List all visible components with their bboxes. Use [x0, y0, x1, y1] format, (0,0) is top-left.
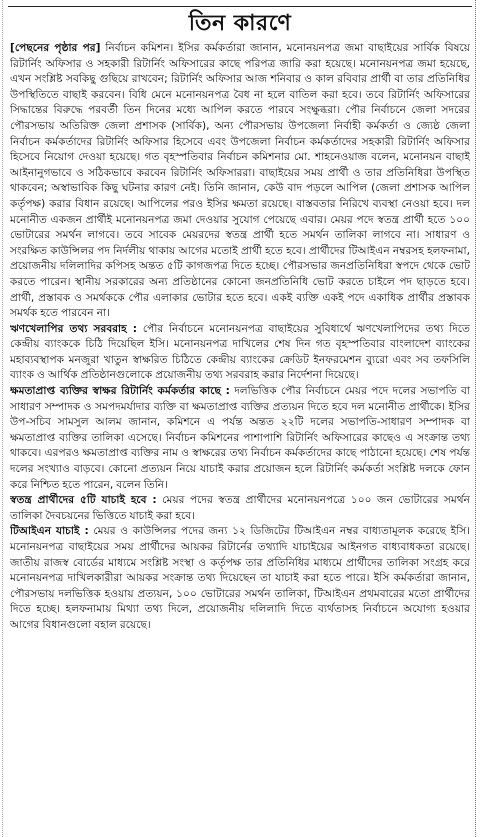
- top-rule: [8, 6, 472, 7]
- paragraph-tin-verification: [10, 524, 470, 633]
- paragraph-text: দলভিত্তিক পৌর নির্বাচনে মেয়র পদে দলের সভাপতি বা সাধারণ সম্পাদক ও সমপদমর্যাদার ব্যক্তি বা ক্ষমতাপ্রাপ্ত ব্যক্তির প্রত্যয়ন দিতে হবে দল মনোনীত প্রার্থীকে। ইসির উপ-সচিব সামসুল আলম জানান, কমিশনে এ পর্যন্ত অন্তত ২২টি দলের সভাপতি-সাধারণ সম্পাদক বা ক্ষমতাপ্রাপ্ত ব্যক্তির তালিকা এসেছে। নির্বাচন কমিশনের পাশাপাশি রিটার্নিং অফিসারের কাছেও এ সংক্রান্ত তথ্য থাকবে। এরপরও ক্ষমতাপ্রাপ্ত ব্যক্তির নাম ও স্বাক্ষরের তথ্য নির্বাচন কর্মকর্তাদের কাছে পাঠানো হয়েছে। শেষ পর্যন্ত দলের সংখ্যাও বাড়বে। কোনো প্রত্যয়ন নিয়ে যাচাই করার প্রয়োজন হলে রিটার্নিং কর্মকর্তা সংশ্লিষ্ট দলকে ফোন করে নিশ্চিত হতে পারেন, বলেন তিনি।: [10, 385, 470, 491]
- right-column-rule: [474, 0, 476, 837]
- paragraph-authorized-signature: [10, 384, 470, 493]
- paragraph-subhead: টিআইএন যাচাই :: [10, 525, 89, 538]
- paragraph-subhead: স্বতন্ত্র প্রার্থীদের ৫টি যাচাই হবে :: [10, 494, 157, 507]
- paragraph-loan-defaulter: [10, 322, 470, 384]
- paragraph-text: মেয়র পদের স্বতন্ত্র প্রার্থীদের মনোনয়নপত্রে ১০০ জন ভোটারের সমর্থন তালিকা দৈবচয়নের ভিত্তিতে যাচাই করা হবে।: [10, 494, 470, 522]
- paragraph-text: পৌর নির্বাচনে মনোনয়নপত্র বাছাইয়ের সুবিধার্থে ঋণখেলাপিদের তথ্য দিতে কেন্দ্রীয় ব্যাংককে চিঠি দিয়েছিল ইসি। মনোনয়নপত্র দাখিলের শেষ দিন গত বৃহস্পতিবার বাংলাদেশ ব্যাংকের মহাব্যবস্থাপক মনজুরা খাতুন স্বাক্ষরিত চিঠিতে কেন্দ্রীয় ব্যাংকের ক্রেডিট ইনফরমেশন ব্যুরো এবং সব তফসিলি ব্যাংক ও আর্থিক প্রতিষ্ঠানগুলোকে প্রয়োজনীয় তথ্য সরবরাহ করার নির্দেশনা দিয়েছে।: [10, 322, 470, 382]
- article-body: [10, 41, 470, 833]
- paragraph-text: নির্বাচন কমিশন। ইসির কর্মকর্তারা জানান, মনোনয়নপত্র জমা বাছাইয়ের সার্বিক বিষয়ে রিটার্নিং অফিসার ও সহকারী রিটার্নিং অফিসারের কাছে পরিপত্র জারি করা হয়েছে। মনোনয়নপত্র জমা হয়েছে, এখন সংশ্লিষ্ট সবকিছু গুছিয়ে রাখবেন; রিটার্নিং অফিসার আজ শনিবার ও কাল রবিবার প্রার্থী বা তার প্রতিনিধির উপস্থিতিতে বাছাই করবেন। বিধি মেনে মনোনয়নপত্র বৈধ না হলে বাতিল করা হবে। তবে রিটার্নিং অফিসারের সিদ্ধান্তের বিরুদ্ধে পরবর্তী তিন দিনের মধ্যে আপিল করতে পারবে সংক্ষুব্ধরা। পৌর নির্বাচনে জেলা সদরের পৌরসভায় অতিরিক্ত জেলা প্রশাসক (সার্বিক), অন্য পৌরসভায় উপজেলা নির্বাহী কর্মকর্তা ও জ্যেষ্ঠ জেলা নির্বাচন কর্মকর্তাদের রিটার্নিং অফিসার হিসেবে এবং উপজেলা নির্বাচন কর্মকর্তাদের সহকারী রিটার্নিং অফিসার হিসেবে নিয়োগ দেওয়া হয়েছে। গত বৃহস্পতিবার নির্বাচন কমিশনার মো. শাহনেওয়াজ বলেন, মনোনয়ন বাছাই আইনানুগভাবে ও সঠিকভাবে করবেন রিটার্নিং অফিসাররা। বাছাইয়ের সময় প্রার্থী ও তার প্রতিনিধিরা উপস্থিত থাকবেন; অস্বাভাবিক কিছু ঘটনার কারণ নেই। তিনি জানান, কেউ বাদ পড়লে আপিল (জেলা প্রশাসক আপিল কর্তৃপক্ষ) করার বিধান রয়েছে। আপিলের পরও ইসির ক্ষমতা রয়েছে। বাস্তবতার নিরিখে ব্যবস্থা নেওয়া হবে। দল মনোনীত একজন প্রার্থীই মনোনয়নপত্র জমা দেওয়ার সুযোগ পেয়েছে এবার। মেয়র পদে স্বতন্ত্র প্রার্থী হতে ১০০ ভোটারের সমর্থন লাগবে। তবে সাবেক মেয়রদের স্বতন্ত্র প্রার্থী হতে সমর্থন তালিকা লাগবে না। সাধারণ ও সংরক্ষিত কাউন্সিলর পদ নির্দলীয় থাকায় আগের মতোই প্রার্থী হতে হবে। প্রার্থীদের টিআইএন নম্বরসহ হলফনামা, প্রয়োজনীয় দলিলাদির কপিসহ অন্তত ৫টি কাগজপত্র দিতে হচ্ছে। পৌরসভার জনপ্রতিনিধিরা স্বপদে থেকে ভোট করতে পারেন। স্থানীয় সরকারের অন্য প্রতিষ্ঠানের কোনো জনপ্রতিনিধি ভোট করতে চাইলে পদ ছাড়তে হবে। প্রার্থী, প্রস্তাবক ও সমর্থককে পৌর এলাকার ভোটার হতে হবে। একই ব্যক্তি একই পদে একাধিক প্রার্থীর প্রস্তাবক সমর্থক হতে পারবেন না।: [10, 42, 470, 320]
- paragraph-subhead: ঋণখেলাপির তথ্য সরবরাহ :: [10, 322, 138, 335]
- paragraph-kicker: [পেছনের পৃষ্ঠার পর]: [10, 42, 101, 54]
- paragraph-subhead: ক্ষমতাপ্রাপ্ত ব্যক্তির স্বাক্ষর রিটার্নিং কর্মকর্তার কাছে :: [10, 385, 230, 398]
- paragraph-independent-candidates: [10, 493, 470, 524]
- paragraph-text: মেয়র ও কাউন্সিলর পদের জন্য ১২ ডিজিটের টিআইএন নম্বর বাধ্যতামূলক করেছে ইসি। মনোনয়নপত্র বাছাইয়ের সময় প্রার্থীদের আয়কর রিটার্নের তথ্যাদি যাচাইয়ের আইনগত বাধ্যবাধকতা রয়েছে। জাতীয় রাজস্ব বোর্ডের মাধ্যমে সংশ্লিষ্ট সংস্থা ও কর্তৃপক্ষ তার প্রতিনিধির মাধ্যমে প্রার্থীদের তালিকা সংগ্রহ করে মনোনয়নপত্র দাখিলকারীরা আয়কর সংক্রান্ত তথ্য দিয়েছেন তা যাচাই করা হতে পারে। ইসি কর্মকর্তারা জানান, পৌরসভায় দলভিত্তিক হওয়ায় প্রত্যয়ন, ১০০ ভোটারের সমর্থন তালিকা, টিআইএন প্রথমবারের মতো প্রার্থীদের দিতে হচ্ছে। হলফনামায় মিথ্যা তথ্য দিলে, প্রয়োজনীয় দলিলাদি দিতে ব্যর্থতাসহ নির্বাচনে অযোগ্য হওয়ার আগের বিধানগুলো বহাল রয়েছে।: [10, 525, 470, 631]
- paragraph-continuation: [10, 41, 470, 322]
- left-column-rule: [2, 0, 4, 837]
- headline: তিন কারণে: [188, 11, 292, 36]
